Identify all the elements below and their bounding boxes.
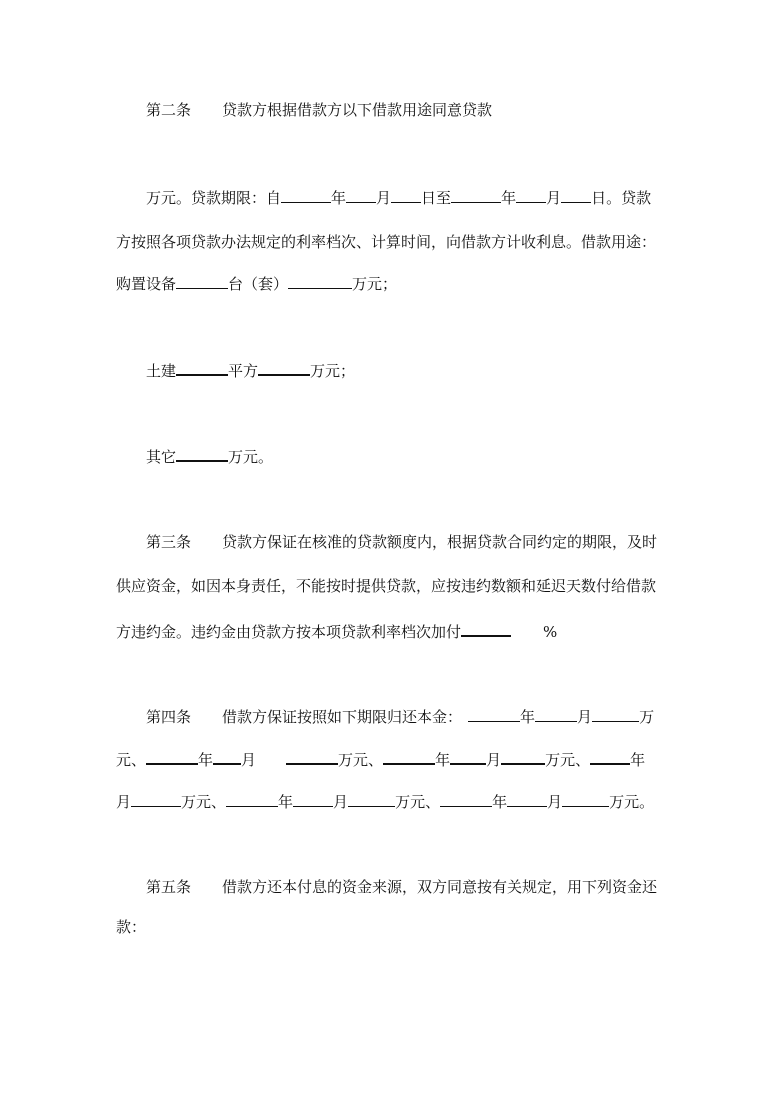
repay2-month-label: 月: [241, 751, 257, 769]
article3-text1: 贷款方保证在核准的贷款额度内，根据贷款合同约定的期限，及时: [222, 533, 658, 551]
start-year-label: 年: [331, 189, 347, 207]
article5-text2: 款：: [116, 918, 147, 936]
equipment-amount-suffix: 万元；: [352, 275, 398, 293]
article5-line1: [146, 877, 657, 897]
repay1-amount-blank[interactable]: [592, 706, 639, 722]
article2-heading-line: [146, 100, 492, 120]
repay6-month-blank[interactable]: [507, 791, 547, 807]
repay1-month-label: 月: [577, 708, 593, 726]
article5-text1: 借款方还本付息的资金来源，双方同意按有关规定，用下列资金还: [222, 878, 658, 896]
construction-amount-blank[interactable]: [258, 359, 310, 376]
repay3-month-blank[interactable]: [450, 748, 486, 765]
repay1-year-label: 年: [520, 708, 536, 726]
article4-line3: [116, 791, 654, 811]
repay5-year-label: 年: [278, 793, 294, 811]
construction-amount-suffix: 万元；: [310, 362, 356, 380]
article2-heading: 第二条: [146, 101, 192, 119]
start-day-label: 日至: [421, 189, 452, 207]
construction-label: 土建: [146, 362, 177, 380]
article2-intro: 贷款方根据借款方以下借款用途同意贷款: [222, 101, 493, 119]
repay1-wan-label: 万: [639, 708, 655, 726]
repay6-month-label: 月: [547, 793, 563, 811]
article2-interest-line: [116, 232, 656, 252]
repay5-month-blank[interactable]: [293, 791, 333, 807]
equipment-amount-blank[interactable]: [288, 273, 352, 289]
repay3-year-blank[interactable]: [383, 748, 435, 765]
article4-line2: [116, 748, 645, 768]
repay1-year-blank[interactable]: [468, 706, 520, 722]
other-label: 其它: [146, 448, 177, 466]
article3-heading: 第三条: [146, 533, 192, 551]
repay2-year-blank[interactable]: [146, 748, 198, 765]
start-month-label: 月: [376, 189, 392, 207]
repay4-year-blank[interactable]: [590, 748, 630, 765]
interest-text: 方按照各项贷款办法规定的利率档次、计算时间，向借款方计收利息。借款用途：: [116, 233, 657, 251]
repay4-month-label: 月: [116, 793, 132, 811]
end-month-label: 月: [546, 189, 562, 207]
loan-term-lead: 万元。贷款期限：自: [146, 189, 282, 207]
repay3-amount-blank[interactable]: [501, 748, 545, 765]
end-day-label: 日。贷款: [591, 189, 652, 207]
article4-heading: 第四条: [146, 708, 192, 726]
repay3-wanyuan-label: 万元、: [545, 751, 591, 769]
construction-line: [146, 359, 355, 379]
repay3-year-label: 年: [435, 751, 451, 769]
end-year-label: 年: [501, 189, 517, 207]
other-amount-suffix: 万元。: [228, 448, 274, 466]
repay5-wanyuan-label: 万元、: [395, 793, 441, 811]
article4-line1: [146, 706, 654, 726]
repay5-year-blank[interactable]: [226, 791, 278, 807]
repay4-year-label: 年: [630, 751, 646, 769]
article2-term-line: [146, 187, 651, 207]
repay2-amount-blank[interactable]: [286, 748, 338, 765]
repay6-year-label: 年: [492, 793, 508, 811]
repay2-year-label: 年: [198, 751, 214, 769]
article3-text3: 方违约金。违约金由贷款方按本项贷款利率档次加付: [116, 623, 462, 641]
equipment-label: 购置设备: [116, 275, 177, 293]
other-line: [146, 445, 273, 465]
repay5-month-label: 月: [333, 793, 349, 811]
repay6-year-blank[interactable]: [440, 791, 492, 807]
repay2-wanyuan-label: 万元、: [338, 751, 384, 769]
repay4-amount-blank[interactable]: [131, 791, 181, 807]
article3-text2: 供应资金，如因本身责任，不能按时提供贷款，应按违约数额和延迟天数付给借款: [116, 577, 657, 595]
construction-area-blank[interactable]: [176, 359, 228, 376]
area-label: 平方: [228, 362, 259, 380]
units-label: 台（套）: [228, 275, 289, 293]
repay2-month-blank[interactable]: [213, 748, 241, 765]
repay5-amount-blank[interactable]: [348, 791, 395, 807]
article4-intro: 借款方保证按照如下期限归还本金：: [222, 708, 463, 726]
start-year-blank[interactable]: [281, 187, 331, 203]
article3-line3: [116, 620, 557, 640]
end-month-blank[interactable]: [516, 187, 546, 203]
percent-sign: %: [543, 623, 558, 641]
article3-line1: [146, 532, 657, 552]
equipment-line: [116, 273, 397, 293]
repay6-wanyuan-label: 万元。: [609, 793, 655, 811]
penalty-rate-blank[interactable]: [461, 620, 511, 637]
repay3-month-label: 月: [486, 751, 502, 769]
other-amount-blank[interactable]: [176, 445, 228, 462]
end-year-blank[interactable]: [451, 187, 501, 203]
equipment-count-blank[interactable]: [176, 273, 228, 289]
start-day-blank[interactable]: [391, 187, 421, 203]
end-day-blank[interactable]: [561, 187, 591, 203]
repay4-wanyuan-label: 万元、: [181, 793, 227, 811]
repay1-yuan-label: 元、: [116, 751, 147, 769]
repay6-amount-blank[interactable]: [562, 791, 609, 807]
article5-heading: 第五条: [146, 878, 192, 896]
article5-line2: [116, 917, 146, 937]
start-month-blank[interactable]: [346, 187, 376, 203]
repay1-month-blank[interactable]: [535, 706, 577, 722]
article3-line2: [116, 576, 656, 596]
